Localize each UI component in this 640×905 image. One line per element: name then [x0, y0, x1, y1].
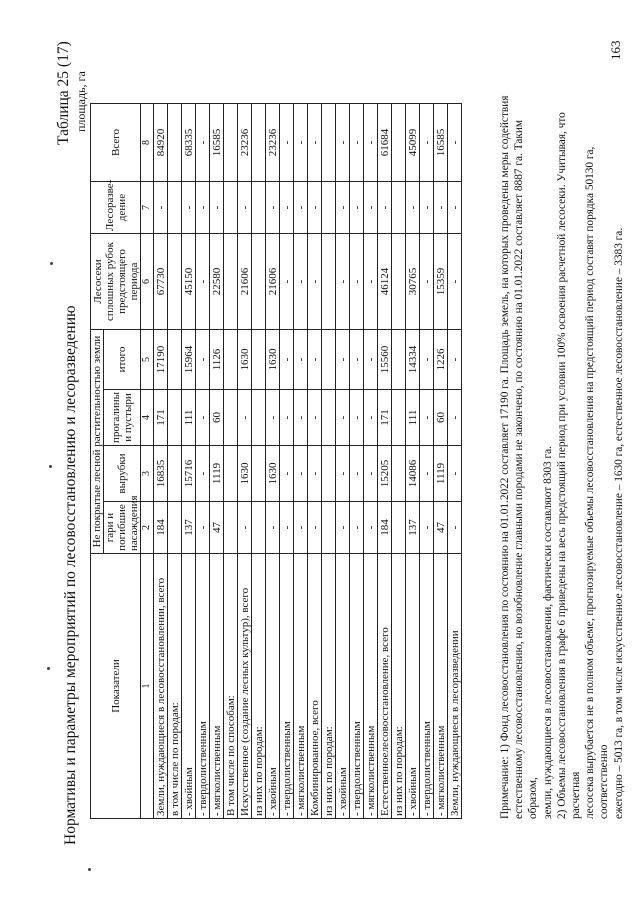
table-cell: 137 — [182, 502, 196, 554]
header-indicator: Показатели — [91, 554, 141, 819]
table-cell: - — [364, 329, 378, 389]
table-cell — [392, 233, 406, 329]
table-cell: 14086 — [406, 446, 420, 502]
table-cell: 23236 — [266, 103, 280, 181]
table-cell: - — [154, 181, 168, 233]
table-cell: - — [350, 103, 364, 181]
table-cell: 68335 — [182, 103, 196, 181]
table-cell: - — [364, 390, 378, 446]
table-cell: - — [196, 446, 210, 502]
table-cell: - — [336, 446, 350, 502]
table-cell — [322, 446, 336, 502]
table-cell: - — [448, 181, 462, 233]
table-cell: 47 — [210, 502, 224, 554]
table-cell: 15716 — [182, 446, 196, 502]
table-cell: - — [294, 233, 308, 329]
table-cell — [168, 181, 182, 233]
row-label: - хвойным — [406, 554, 420, 819]
table-row — [196, 103, 210, 818]
table-cell: 16835 — [154, 446, 168, 502]
table-cell — [322, 233, 336, 329]
table-cell — [168, 390, 182, 446]
table-cell: - — [280, 181, 294, 233]
column-number: 7 — [141, 181, 154, 233]
table-cell: 1630 — [238, 446, 252, 502]
table-cell: - — [448, 103, 462, 181]
table-cell: - — [196, 329, 210, 389]
scan-speck — [47, 667, 50, 670]
table-cell: - — [266, 502, 280, 554]
table-cell — [252, 329, 266, 389]
column-number: 2 — [141, 502, 154, 554]
table-cell: - — [420, 329, 434, 389]
table-cell: 1630 — [266, 329, 280, 389]
table-cell: 21606 — [238, 233, 252, 329]
table-row — [154, 103, 168, 818]
table-cell: 137 — [406, 502, 420, 554]
table-cell: 111 — [406, 390, 420, 446]
table-cell: - — [294, 181, 308, 233]
note-line: естественному лесовосстановлению, но возобновление главными породами не закончено, по состоянию на 01.01.2022 составляет 8887 га. Таким образом, — [513, 119, 540, 819]
table-cell — [392, 446, 406, 502]
header-all: Всего — [91, 103, 141, 181]
table-row — [308, 103, 322, 818]
table-cell: - — [364, 103, 378, 181]
table-cell: - — [336, 181, 350, 233]
table-cell: 46124 — [378, 233, 392, 329]
table-cell: - — [336, 103, 350, 181]
table-cell: - — [280, 390, 294, 446]
table-cell: - — [308, 181, 322, 233]
table-cell: - — [294, 390, 308, 446]
table-cell: - — [294, 446, 308, 502]
column-number: 4 — [141, 390, 154, 446]
table-cell: - — [238, 390, 252, 446]
table-cell — [252, 233, 266, 329]
table-cell: - — [294, 103, 308, 181]
table-row — [224, 103, 238, 818]
table-cell: 22580 — [210, 233, 224, 329]
column-number: 1 — [141, 554, 154, 819]
table-cell: - — [350, 502, 364, 554]
scan-speck — [88, 868, 91, 871]
table-row — [420, 103, 434, 818]
table-cell: - — [238, 181, 252, 233]
table-cell: - — [448, 446, 462, 502]
table-cell: - — [294, 502, 308, 554]
table-cell: - — [420, 446, 434, 502]
table-cell: 15964 — [182, 329, 196, 389]
table-cell: - — [336, 329, 350, 389]
table-row — [392, 103, 406, 818]
table-cell: - — [308, 446, 322, 502]
table-cell: 21606 — [266, 233, 280, 329]
row-label: В том числе по способам: — [224, 554, 238, 819]
table-cell: - — [196, 233, 210, 329]
header-burned: гари и погибшие насаждения — [104, 502, 141, 554]
table-cell: - — [280, 103, 294, 181]
table-title: Нормативы и параметры мероприятий по лесовосстановлению и лесоразведению — [62, 305, 79, 845]
table-cell: - — [196, 502, 210, 554]
note-line: земли, нуждающиеся в лесовосстановлении, фактически составляют 8303 га. — [541, 446, 554, 819]
table-cell — [322, 103, 336, 181]
column-number: 5 — [141, 329, 154, 389]
table-body — [154, 103, 462, 818]
header-afforestation: Лесоразве-дение — [91, 181, 141, 233]
table-cell: - — [280, 446, 294, 502]
table-cell: 61684 — [378, 103, 392, 181]
table-cell: - — [350, 233, 364, 329]
table-cell: - — [238, 502, 252, 554]
table-cell — [224, 329, 238, 389]
table-row — [182, 103, 196, 818]
table-cell: - — [448, 390, 462, 446]
note-line: Примечание: 1) Фонд лесовосстановления по состоянию на 01.01.2022 составляет 17190 га. Площадь земель, на которых проведены меры содействия — [499, 95, 511, 819]
table-cell — [322, 390, 336, 446]
row-label: - хвойным — [336, 554, 350, 819]
table-cell: - — [406, 181, 420, 233]
table-cell: 16585 — [210, 103, 224, 181]
table-row — [364, 103, 378, 818]
table-cell — [392, 103, 406, 181]
table-row — [294, 103, 308, 818]
table-cell: - — [196, 181, 210, 233]
table-cell: 184 — [154, 502, 168, 554]
table-cell: - — [350, 329, 364, 389]
table-cell: - — [336, 233, 350, 329]
table-cell: - — [420, 233, 434, 329]
table-row — [238, 103, 252, 818]
table-row — [252, 103, 266, 818]
table-cell: 23236 — [238, 103, 252, 181]
table-cell — [168, 502, 182, 554]
row-label: Земли, нуждающиеся в лесовосстановлении, всего — [154, 554, 168, 819]
table-cell: - — [280, 329, 294, 389]
notes — [498, 89, 626, 819]
table-row — [168, 103, 182, 818]
table-cell: - — [280, 502, 294, 554]
table-cell: 60 — [434, 390, 448, 446]
table-cell: - — [308, 329, 322, 389]
table-cell: - — [364, 233, 378, 329]
table-cell — [168, 233, 182, 329]
table-cell — [224, 390, 238, 446]
table-cell: - — [266, 390, 280, 446]
table-cell — [224, 233, 238, 329]
row-label: Искусственное (создание лесных культур), всего — [238, 554, 252, 819]
header-glades: прогалины и пустыри — [104, 390, 141, 446]
table-cell: - — [308, 103, 322, 181]
row-label: Естественноелесовосстановление, всего — [378, 554, 392, 819]
table-cell: - — [420, 181, 434, 233]
table-cell: - — [308, 502, 322, 554]
table-cell: - — [378, 181, 392, 233]
table-cell: - — [434, 181, 448, 233]
table-cell: - — [350, 181, 364, 233]
column-number: 3 — [141, 446, 154, 502]
row-label: - мягколиственным — [364, 554, 378, 819]
table-cell: 1119 — [210, 446, 224, 502]
table-cell: - — [448, 233, 462, 329]
table-cell: 15359 — [434, 233, 448, 329]
table-cell — [392, 181, 406, 233]
table-cell: 14334 — [406, 329, 420, 389]
table-cell: - — [266, 181, 280, 233]
table-cell — [252, 103, 266, 181]
table-row — [210, 103, 224, 818]
table-cell: - — [182, 181, 196, 233]
row-label: из них по породам: — [322, 554, 336, 819]
header-clearcut: Лесосеки сплошных рубок предстоящего периода — [91, 233, 141, 329]
table-cell: - — [364, 502, 378, 554]
column-number: 6 — [141, 233, 154, 329]
row-label: - хвойным — [182, 554, 196, 819]
table-cell — [224, 181, 238, 233]
table-cell: 60 — [210, 390, 224, 446]
row-label: в том числе по породам: — [168, 554, 182, 819]
table-cell — [252, 181, 266, 233]
table-cell — [224, 103, 238, 181]
table-cell: 1126 — [210, 329, 224, 389]
table-cell: 16585 — [434, 103, 448, 181]
row-label: Комбинированное, всего — [308, 554, 322, 819]
table-cell — [252, 390, 266, 446]
row-label: - хвойным — [266, 554, 280, 819]
row-label: - твердолиственным — [280, 554, 294, 819]
page-number: 163 — [608, 40, 623, 60]
row-label: - мягколиственным — [210, 554, 224, 819]
table-cell — [224, 502, 238, 554]
row-label: из них по породам: — [392, 554, 406, 819]
table-cell: - — [448, 502, 462, 554]
table-row — [336, 103, 350, 818]
table-cell — [168, 329, 182, 389]
table-cell: 17190 — [154, 329, 168, 389]
table-cell: - — [364, 446, 378, 502]
table-cell — [168, 446, 182, 502]
table-cell: 171 — [378, 390, 392, 446]
row-label: - мягколиственным — [434, 554, 448, 819]
table-cell: - — [294, 329, 308, 389]
table-cell: - — [336, 390, 350, 446]
header-cuttings: вырубки — [104, 446, 141, 502]
table-cell: - — [420, 103, 434, 181]
table-cell: - — [196, 390, 210, 446]
table-cell — [252, 502, 266, 554]
table-row — [406, 103, 420, 818]
table-cell: 111 — [182, 390, 196, 446]
table-cell: - — [420, 502, 434, 554]
table-cell: 1630 — [238, 329, 252, 389]
table-cell: 45099 — [406, 103, 420, 181]
table-cell: 47 — [434, 502, 448, 554]
row-label: - мягколиственным — [294, 554, 308, 819]
table-cell: - — [280, 233, 294, 329]
norms-table — [90, 103, 462, 819]
table-cell — [252, 446, 266, 502]
column-number-row — [141, 103, 154, 818]
header-total: итого — [104, 329, 141, 389]
row-label: - твердолиственным — [350, 554, 364, 819]
table-cell: 67730 — [154, 233, 168, 329]
table-cell: - — [210, 181, 224, 233]
unit-label: площадь, га — [74, 71, 88, 132]
table-cell: 15205 — [378, 446, 392, 502]
table-cell: - — [420, 390, 434, 446]
scan-speck — [49, 465, 52, 468]
table-cell: - — [336, 502, 350, 554]
table-row — [280, 103, 294, 818]
table-row — [378, 103, 392, 818]
table-cell — [322, 329, 336, 389]
table-cell: 15560 — [378, 329, 392, 389]
table-cell: - — [196, 103, 210, 181]
table-cell — [168, 103, 182, 181]
row-label: - твердолиственным — [420, 554, 434, 819]
table-row — [350, 103, 364, 818]
table-cell: - — [350, 446, 364, 502]
table-cell — [392, 329, 406, 389]
table-cell: 184 — [378, 502, 392, 554]
table-cell: 171 — [154, 390, 168, 446]
note-line: ежегодно – 5013 га, в том числе искусственное лесовосстановление – 1630 га, естественное лесовосстановление – 3383 га. — [612, 227, 625, 819]
table-cell — [322, 181, 336, 233]
table-cell: 45150 — [182, 233, 196, 329]
table-row — [448, 103, 462, 818]
table-cell: - — [364, 181, 378, 233]
table-cell: - — [308, 233, 322, 329]
table-row — [322, 103, 336, 818]
table-row — [266, 103, 280, 818]
row-label: - твердолиственным — [196, 554, 210, 819]
table-cell: 1226 — [434, 329, 448, 389]
note-line: 2) Объемы лесовосстановления в графе 6 приведены на весь предстоящий период при условии 100% освоения расчетной лесосеки. Учитывая, что расчетная — [555, 112, 583, 819]
table-label: Таблица 25 (17) — [55, 41, 72, 145]
table-cell: 30765 — [406, 233, 420, 329]
column-number: 8 — [141, 103, 154, 181]
table-cell — [392, 502, 406, 554]
table-cell — [322, 502, 336, 554]
header-group: Не покрытые лесной растительностью земли — [91, 329, 104, 553]
table-cell — [392, 390, 406, 446]
scan-speck — [50, 262, 53, 265]
table-cell: 84920 — [154, 103, 168, 181]
table-cell: 1119 — [434, 446, 448, 502]
row-label: из них по породам: — [252, 554, 266, 819]
table-cell: - — [448, 329, 462, 389]
table-cell: - — [308, 390, 322, 446]
table-cell: 1630 — [266, 446, 280, 502]
note-line: лесосека вырубается не в полном объеме, прогнозируемые объемы лесовосстановления на предстоящий период составят порядка 50130 га, соответственно — [584, 146, 611, 819]
table-cell — [224, 446, 238, 502]
table-cell: - — [350, 390, 364, 446]
row-label: Земли, нуждающиеся в лесоразведении — [448, 554, 462, 819]
table-row — [434, 103, 448, 818]
